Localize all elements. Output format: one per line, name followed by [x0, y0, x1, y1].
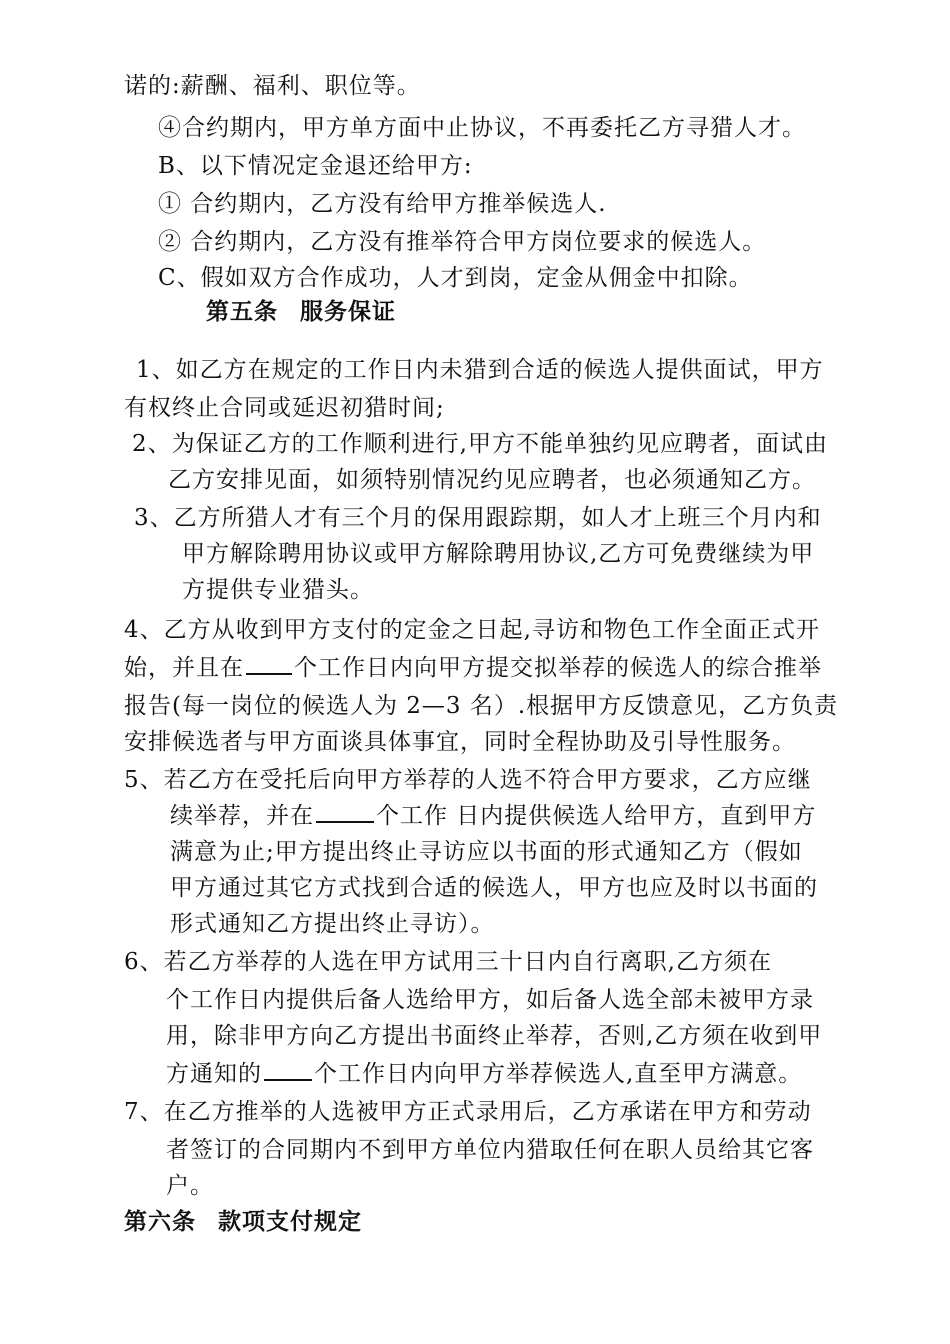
- clause-2-line: 乙方安排见面，如须特别情况约见应聘者，也必须通知乙方。: [168, 467, 816, 493]
- clause-7-line: 者签订的合同期内不到甲方单位内猎取任何在职人员给其它客: [166, 1137, 814, 1163]
- text-line: ② 合约期内，乙方没有推举符合甲方岗位要求的候选人。: [158, 229, 767, 255]
- clause-4-line: 报告(每一岗位的候选人为 2—3 名）.根据甲方反馈意见，乙方负责: [124, 693, 839, 719]
- clause-1-line: 有权终止合同或延迟初猎时间;: [124, 395, 445, 421]
- clause-6-line: 个工作日内提供后备人选给甲方，如后备人选全部未被甲方录: [166, 987, 814, 1013]
- clause-1-line: 1、如乙方在规定的工作日内未猎到合适的候选人提供面试，甲方: [136, 357, 824, 383]
- clause-4-line: 始，并且在 个工作日内向甲方提交拟举荐的候选人的综合推举: [124, 655, 822, 681]
- article-5-title: 服务保证: [300, 299, 396, 325]
- fill-in-blank: [264, 1059, 312, 1081]
- clause-3-line: 3、乙方所猎人才有三个月的保用跟踪期，如人才上班三个月内和: [134, 505, 822, 531]
- text-line: ④合约期内，甲方单方面中止协议，不再委托乙方寻猎人才。: [158, 115, 806, 141]
- clause-7-line: 户。: [166, 1173, 214, 1199]
- text-line: 诺的:薪酬、福利、职位等。: [124, 73, 421, 99]
- clause-5-line: 甲方通过其它方式找到合适的候选人，甲方也应及时以书面的: [170, 875, 818, 901]
- clause-5-line: 形式通知乙方提出终止寻访）。: [170, 911, 495, 937]
- article-5-number: 第五条: [206, 299, 278, 325]
- clause-3-line: 甲方解除聘用协议或甲方解除聘用协议,乙方可免费继续为甲: [182, 541, 815, 567]
- article-6-heading: [124, 1206, 362, 1238]
- fill-in-blank: [246, 653, 292, 675]
- article-6-title: 款项支付规定: [218, 1209, 362, 1235]
- text-line: C、假如双方合作成功，人才到岗，定金从佣金中扣除。: [158, 265, 753, 291]
- clause-6-line: 6、若乙方举荐的人选在甲方试用三十日内自行离职,乙方须在: [124, 949, 772, 975]
- clause-5-line: 续举荐，并在 个工作 日内提供候选人给甲方，直到甲方: [170, 803, 817, 829]
- clause-5-line: 满意为止;甲方提出终止寻访应以书面的形式通知乙方（假如: [170, 839, 803, 865]
- text-line: B、以下情况定金退还给甲方:: [158, 153, 473, 179]
- fill-in-blank: [316, 801, 374, 823]
- clause-6-line: 方通知的 个工作日内向甲方举荐候选人,直至甲方满意。: [166, 1061, 803, 1087]
- clause-3-line: 方提供专业猎头。: [182, 577, 374, 603]
- clause-2-line: 2、为保证乙方的工作顺利进行,甲方不能单独约见应聘者，面试由: [132, 431, 828, 457]
- clause-4-line: 4、乙方从收到甲方支付的定金之日起,寻访和物色工作全面正式开: [124, 617, 820, 643]
- clause-5-line: 5、若乙方在受托后向甲方举荐的人选不符合甲方要求，乙方应继: [124, 767, 812, 793]
- clause-7-line: 7、在乙方推举的人选被甲方正式录用后，乙方承诺在甲方和劳动: [124, 1099, 812, 1125]
- article-6-number: 第六条: [124, 1209, 196, 1235]
- article-5-heading: [206, 296, 396, 328]
- clause-6-line: 用，除非甲方向乙方提出书面终止举荐，否则,乙方须在收到甲: [166, 1023, 823, 1049]
- text-line: ① 合约期内，乙方没有给甲方推举候选人.: [158, 191, 607, 217]
- clause-4-line: 安排候选者与甲方面谈具体事宜，同时全程协助及引导性服务。: [124, 729, 796, 755]
